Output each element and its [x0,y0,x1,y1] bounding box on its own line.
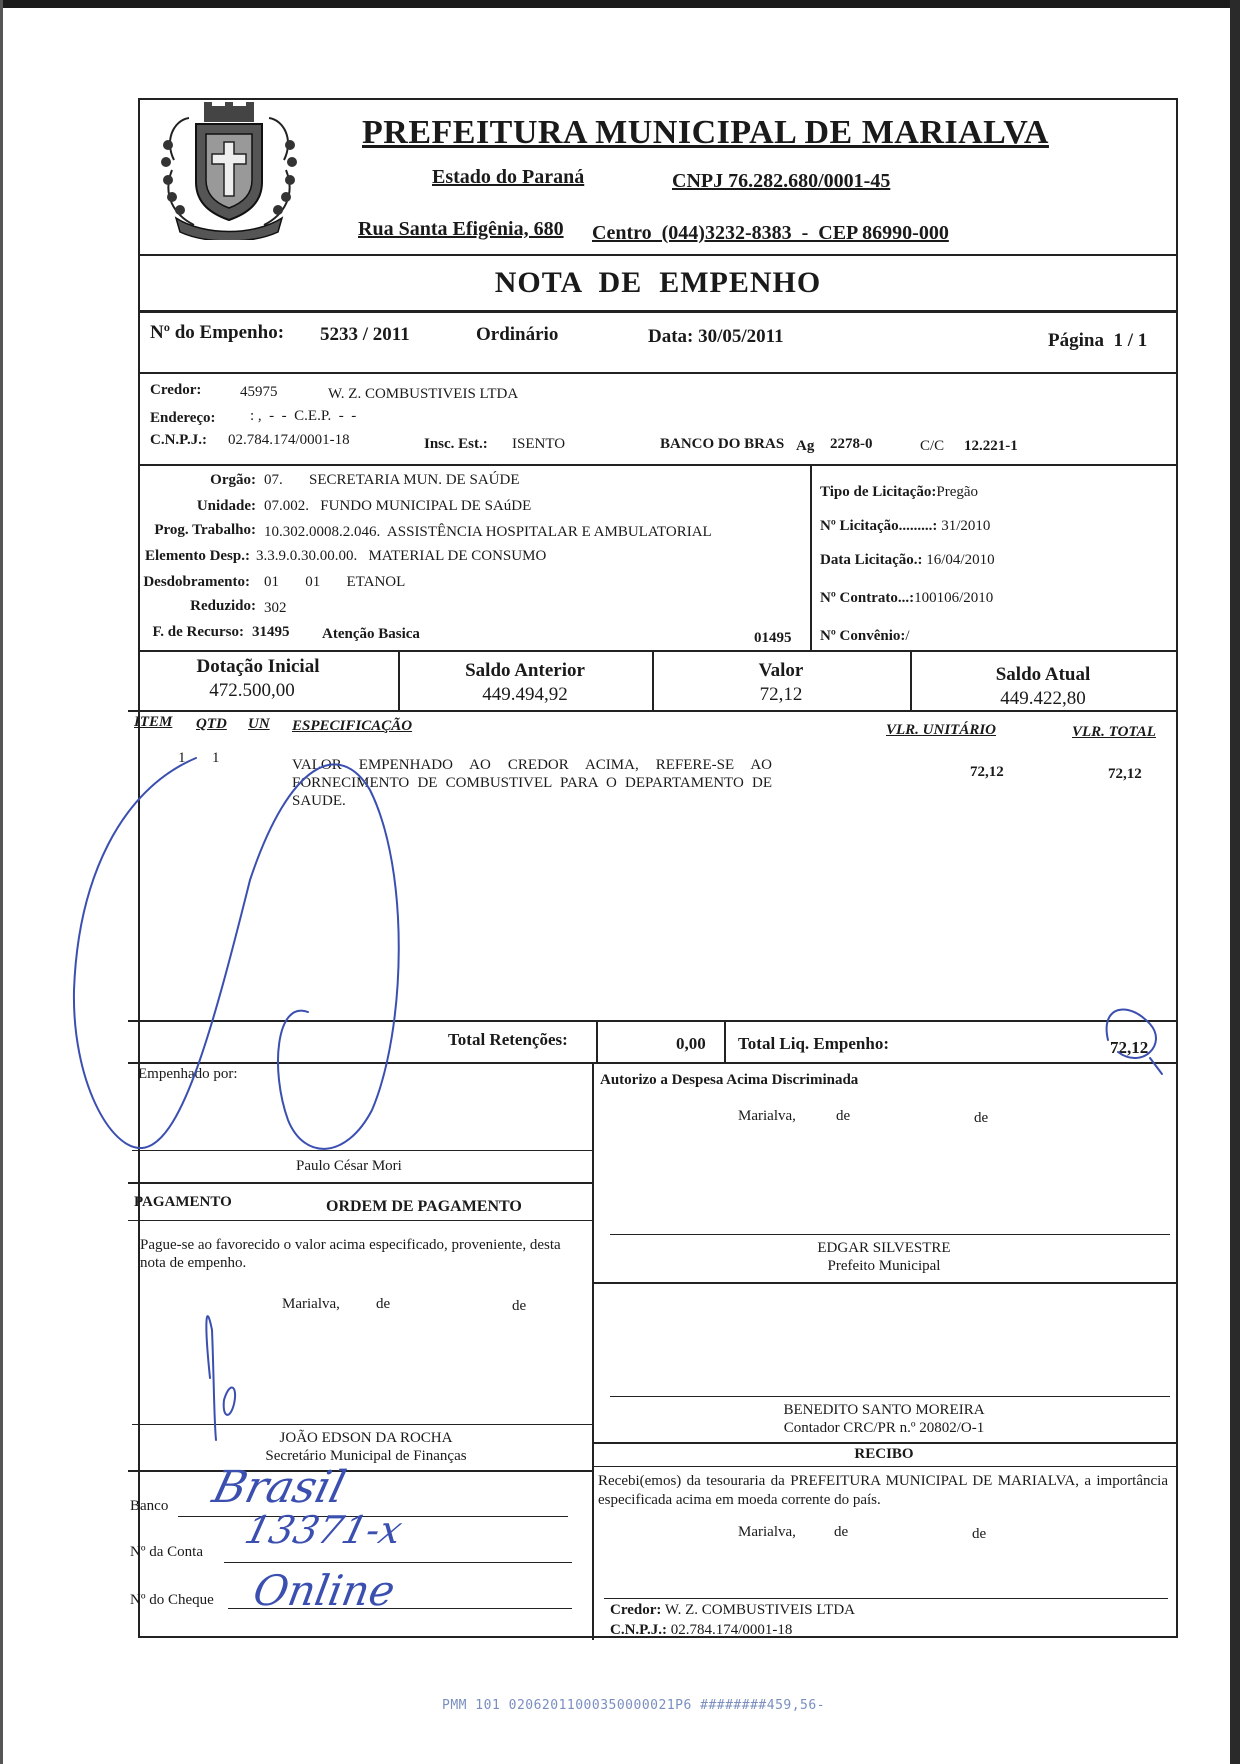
endereco-label: Endereço: [150,410,216,426]
dotacao-inicial-value: 472.500,00 [209,680,295,701]
empenho-date: Data: 30/05/2011 [648,326,784,347]
prefeitura-cnpj: CNPJ 76.282.680/0001-45 [672,170,891,192]
agency-label: Ag [796,438,815,454]
tipo-licitacao-label [820,484,978,501]
unidade-label: Unidade: [196,498,256,514]
orgao-value: 07. SECRETARIA MUN. DE SAÚDE [264,472,520,488]
row-item: 1 [178,750,186,766]
ordem-pagamento-label: ORDEM DE PAGAMENTO [326,1198,522,1215]
pagamento-de1: de [376,1296,391,1312]
insc-est-label: Insc. Est.: [424,436,488,452]
pagamento-local: Marialva, [282,1296,340,1312]
orgao-label: Orgão: [210,472,256,488]
empenho-number: 5233 / 2011 [320,324,410,345]
saldo-anterior-label: Saldo Anterior [465,660,585,681]
valor-value: 72,12 [759,684,803,705]
convenio-value: / [905,628,910,644]
col-especificacao-header: ESPECIFICAÇÃO [292,718,413,734]
handwritten-conta: 13371-x [240,1508,407,1552]
street-address: Rua Santa Efigênia, 680 [358,218,564,240]
divider-pagamento-header [128,1220,592,1221]
retencoes-label: Total Retenções: [448,1030,568,1049]
data-licitacao-value: 16/04/2010 [926,552,995,568]
contrato-row [820,590,993,607]
recibo-de2: de [972,1526,987,1542]
unidade-value: 07.002. FUNDO MUNICIPAL DE SAúDE [264,498,532,514]
autorizo-label: Autorizo a Despesa Acima Discriminada [600,1072,859,1088]
recibo-credor-label: Credor: [610,1602,662,1618]
handwritten-cheque: Online [249,1566,399,1615]
agency-value: 2278-0 [830,436,873,452]
document-title: NOTA DE EMPENHO [494,266,822,299]
prefeito-signature-line [610,1234,1170,1235]
prefeitura-title: PREFEITURA MUNICIPAL DE MARIALVA [362,114,1049,151]
nota-empenho-form [130,98,1178,1638]
row-qtd: 1 [212,750,220,766]
pagamento-de2: de [512,1298,527,1314]
recurso-description: Atenção Basica [322,626,420,642]
contador-signature-line [610,1396,1170,1397]
prog-trabalho-value: 10.302.0008.2.046. ASSISTÊNCIA HOSPITALAR E AMBULATORIAL [264,524,712,540]
col-qtd-header: QTD [196,716,227,732]
pagamento-texto: Pague-se ao favorecido o valor acima especificado, proveniente, desta nota de empenho. [140,1237,561,1271]
recibo-label: RECIBO [854,1446,914,1462]
col-un-header: UN [248,716,270,732]
num-licitacao-label: Nº Licitação.........: [820,518,938,534]
num-licitacao-row [820,518,990,535]
recurso-label: F. de Recurso: [152,624,244,640]
divider-saldos [128,710,1176,712]
recibo-cnpj-label: C.N.P.J.: [610,1622,667,1638]
address-details: Centro (044)3232-8383 - CEP 86990-000 [592,222,949,244]
col-unitario-header: VLR. UNITÁRIO [886,722,997,738]
tipo-licitacao-label-text: Tipo de Licitação: [820,484,937,500]
contador-cargo: Contador CRC/PR n.º 20802/O-1 [783,1420,985,1436]
saldo-atual-label: Saldo Atual [995,664,1091,685]
row-especificacao: VALOR EMPENHADO AO CREDOR ACIMA, REFERE-SE AO FORNECIMENTO DE COMBUSTIVEL PARA O DEPARTAMENTO DE SAUDE. [292,757,772,809]
divider-recibo-top [592,1442,1176,1444]
valor-label: Valor [758,660,804,681]
divider-totals-top [128,1020,1176,1022]
row-unitario: 72,12 [970,764,1004,780]
divider-middle-vertical [592,1062,594,1640]
coat-of-arms-emblem [154,100,304,240]
recibo-credor-value: W. Z. COMBUSTIVEIS LTDA [664,1602,856,1618]
divider-pagamento-top [128,1182,592,1184]
banco-label: Banco [130,1498,169,1514]
divider-banco-top [128,1470,592,1472]
recibo-cnpj-value: 02.784.174/0001-18 [670,1622,793,1638]
autorizo-de1: de [836,1108,851,1124]
recibo-cnpj-row [610,1622,792,1639]
data-licitacao-label: Data Licitação.: [820,552,923,568]
prefeito-cargo: Prefeito Municipal [827,1258,941,1274]
divider-empenho [140,372,1176,374]
saldo-anterior-value: 449.494,92 [482,684,568,705]
divider-totals-v2 [724,1020,726,1062]
credor-name: W. Z. COMBUSTIVEIS LTDA [328,386,519,402]
scan-edge-top [0,0,1240,8]
tipo-licitacao-value: Pregão [936,484,979,500]
divider-credor [140,464,1176,466]
recibo-credor-row [610,1602,855,1619]
account-label: C/C [920,438,945,454]
contador-name: BENEDITO SANTO MOREIRA [783,1402,985,1418]
divider-totals-bottom [128,1062,1176,1064]
divider-title [140,310,1176,313]
divider-recibo-header [592,1466,1176,1467]
secretario-name: JOÃO EDSON DA ROCHA [279,1430,453,1446]
divider-header [140,254,1176,256]
empenhado-name: Paulo César Mori [296,1158,402,1174]
convenio-row [820,628,910,645]
pagamento-label: PAGAMENTO [134,1194,232,1210]
recurso-code: 01495 [754,630,792,646]
recibo-signature-line [604,1598,1168,1599]
dotacao-inicial-label: Dotação Inicial [196,656,320,677]
elemento-label: Elemento Desp.: [145,548,250,564]
conta-line [224,1562,572,1563]
state-name: Estado do Paraná [432,166,585,188]
secretario-cargo: Secretário Municipal de Finanças [265,1448,467,1464]
num-licitacao-value: 31/2010 [941,518,991,534]
cheque-label: Nº do Cheque [130,1592,214,1608]
desdobramento-label: Desdobramento: [143,574,250,590]
endereco-value: : , - - C.E.P. - - [250,408,357,424]
handwritten-banco: Brasil [207,1462,351,1513]
scan-edge-left [0,0,3,1764]
contrato-label: Nº Contrato...: [820,590,915,606]
page-number: Página 1 / 1 [1048,330,1148,351]
credor-cnpj-label: C.N.P.J.: [150,432,207,448]
credor-code: 45975 [240,384,278,400]
recibo-texto: Recebi(emos) da tesouraria da PREFEITURA MUNICIPAL DE MARIALVA, a importância especificada acima em moeda corrente do país. [598,1473,1168,1508]
divider-dotacao [140,650,1176,652]
reduzido-value: 302 [264,600,287,616]
credor-label: Credor: [150,382,202,398]
recurso-value: 31495 [252,624,290,640]
retencoes-value: 0,00 [676,1034,706,1053]
prefeito-name: EDGAR SILVESTRE [817,1240,951,1256]
autorizo-local: Marialva, [738,1108,796,1124]
elemento-value: 3.3.9.0.30.00.00. MATERIAL DE CONSUMO [256,548,547,564]
insc-est-value: ISENTO [512,436,566,452]
contrato-value: 100106/2010 [914,590,994,606]
scan-edge-right [1230,0,1240,1764]
convenio-label: Nº Convênio: [820,628,906,644]
saldo-atual-value: 449.422,80 [1000,688,1086,709]
liquido-label: Total Liq. Empenho: [738,1034,889,1053]
liquido-value: 72,12 [1110,1038,1149,1057]
footer-authentication-code: PMM 101 02062011000350000021P6 ########459,56- [442,1698,826,1713]
empenhado-label: Empenhado por: [138,1066,238,1082]
divider-licitacao-vertical [810,464,812,650]
bank-name: BANCO DO BRAS [660,436,785,452]
credor-cnpj: 02.784.174/0001-18 [228,432,350,448]
prog-trabalho-label: Prog. Trabalho: [154,522,256,538]
recibo-local: Marialva, [738,1524,796,1540]
row-total: 72,12 [1108,766,1142,782]
secretario-signature-line [132,1424,592,1425]
col-item-header: ITEM [134,714,173,730]
empenho-type: Ordinário [476,324,559,345]
recibo-de1: de [834,1524,849,1540]
divider-prefeito-bottom [592,1282,1176,1284]
empenho-number-label: Nº do Empenho: [150,322,285,343]
empenhado-signature-line [132,1150,592,1151]
account-value: 12.221-1 [964,438,1018,454]
autorizo-de2: de [974,1110,989,1126]
data-licitacao-row [820,552,995,569]
divider-totals-v1 [596,1020,598,1062]
col-total-header: VLR. TOTAL [1072,724,1156,740]
reduzido-label: Reduzido: [190,598,256,614]
desdobramento-value: 01 01 ETANOL [264,574,406,590]
conta-label: Nº da Conta [130,1544,203,1560]
